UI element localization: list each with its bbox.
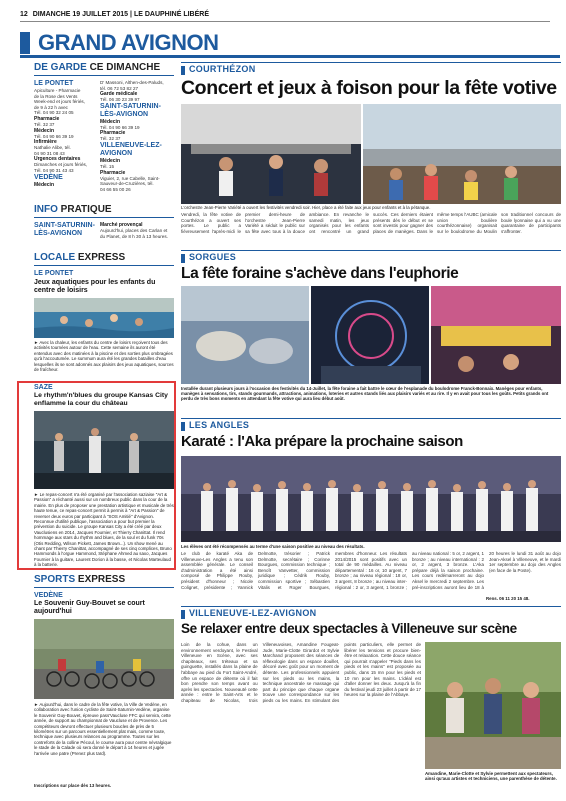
locale-article-2-place: SAZE	[34, 384, 53, 391]
de-garde-col2-line: D' Massoni, Althen-des-Paluds,	[100, 80, 164, 85]
de-garde-col2-line: Tél. 06 30 23 39 97	[100, 97, 140, 103]
pool-photo	[34, 298, 174, 338]
villeneuve-kicker-row	[181, 606, 561, 620]
de-garde-col1-heading: Médecin	[34, 181, 55, 188]
sorgues-kicker: SORGUES	[189, 252, 237, 262]
info-title-a: INFO	[34, 204, 58, 215]
info-item-line-2: du Planet, de 8 h 30 à 13 heures.	[100, 233, 168, 239]
de-garde-col2-line: tél. 06 72 53 82 27	[100, 85, 139, 91]
de-garde-col2-line: 04 66 55 00 26	[100, 186, 131, 192]
de-garde-col1-heading: Urgences dentaires	[34, 156, 81, 163]
sorgues-photo-image	[181, 286, 561, 384]
locale-article-1-headline: Jeux aquatiques pour les enfants du centre de loisirs	[34, 279, 156, 295]
info-place: SAINT-SATURNIN-LÈS-AVIGNON	[34, 222, 95, 237]
banner-title: GRAND AVIGNON	[38, 30, 219, 55]
de-garde-col2-line: Tél. 15	[100, 163, 115, 169]
de-garde-col1-line: Nathalie Alibe, tél.	[34, 145, 71, 151]
courthezon-photo-image	[181, 104, 561, 204]
pool-photo-image	[34, 298, 174, 338]
relax-photo	[425, 642, 561, 769]
villeneuve-caption: Amandine, Marie-Clotte et Sylvie permettent aux spectateurs, ainsi qu'aux artistes et techniciens, une parenthèse de détente.	[425, 771, 557, 782]
section-banner	[20, 28, 560, 58]
newspaper-name: LE DAUPHINÉ LIBÉRÉ	[133, 11, 209, 18]
de-garde-col1-line: Tél. 04 90 32 24 05	[34, 110, 74, 116]
courthezon-photos	[181, 104, 561, 204]
locale-article-2-headline: Le rhythm'n'blues du groupe Kansas City enflamme la cour du château	[34, 392, 168, 407]
courthezon-headline: Concert et jeux à foison pour la fête votive	[181, 77, 557, 99]
karate-photo	[181, 456, 561, 542]
de-garde-col1-line: 04 90 31 08 43	[34, 150, 65, 156]
de-garde-col1-line: Tél. 04 90 31 43 43	[34, 167, 74, 173]
villeneuve-body: Loin de la cohue, dans un environnement verdoyant, le Festival Villeneuve en Scène, avec ses chapiteaux, ses tréteaux et sa guinguette, installés dans la plaine de l'abbaye au pied du Fort Saint-André, offre un espace de détente où il fait bon prendre son temps avant ou après les spectacles. Nouveauté cette année : entre le Saint-Arts et le chapiteau de Nicolas, trois Villeneuvoises, Amandine Fougeat-Jude, Marie-Clotte Girardot et Sylvie Marchand proposent des séances de réflexologie dans un espace douillet, décoré avec goût pour un moment de détente. Les professionnels appuient sur les pieds ou les mains, la technique ancestrale se massage qui part du principe que chaque organe trouve une correspondance sur les pieds ou les mains. En stimulant des points particuliers, elle permet de libérer les tensions et procure bien-être et relaxation. Cette douce séance qui pourrait s'appeler "Pieds dans les pieds et les mains" est proposée au public, dans 15 mn pour les pieds et 10 mn pour les mains. L'idéal est d'aller donner les deux. Jusqu'à la fin du festival jeudi 23 juillet à partir de 17 heures sur la plaine de l'Abbaye.	[181, 642, 421, 703]
les-angles-body: Le club de karaté Aka de Villeneuve-Les Angles a tenu son assemblée générale. Le conseil d'administration a été ainsi composé de Philippe Rouby, président d'honneur ; Nicole Colignet, présidente ; Yannick Delmotte, trésorier ; Patrick Delmotte, secrétaire ; Corinne Bourgues, commission technique ; Benoît Vanvetter, commission juridique ; Cédrik Rouby, commission sportive ; Sébastien Vitalis et Roger Bourgues, membres d'honneur. Les résultats 2014/2015 sont positifs avec un total de 90 médailles. Au niveau départemental : 16 or, 10 argent, 7 bronze ; au niveau régional : 18 or, 3 argent, 8 bronze ; au niveau inter-régional : 2 or, 3 argent, 1 bronze ; au niveau national : 5 or, 2 argent, 1 bronze ; au niveau international : 2 or, 2 argent, 3 bronze. L'Aka prépare déjà la saison prochaine. Les cours redémarreront au dojo Aksel le mercredi 2 septembre. Les pré-inscriptions auront lieu de 18 à 20 heures le lundi 31 août au dojo Jean-Aksel à Villeneuve, et le mardi 1er septembre au dojo des Angles (en face de la Poste).	[181, 551, 561, 590]
les-angles-caption: Les élèves ont été récompensés au terme d'une saison positive au niveau des résultats.	[181, 544, 365, 549]
concert-photo-image	[34, 411, 174, 489]
page-number: 12	[20, 11, 28, 18]
info-pratique-heading	[34, 204, 174, 218]
de-garde-col1-line: Dimanches et jours fériés,	[34, 162, 88, 168]
sorgues-kicker-row	[181, 250, 561, 264]
de-garde-col-2	[100, 80, 174, 192]
courthezon-kicker: COURTHÉZON	[189, 64, 256, 74]
de-garde-col1-line: Week-end et jours fériés,	[34, 99, 85, 105]
sorgues-caption: Installée durant plusieurs jours à l'occasion des festivités du 14-Juillet, la fête foraine a fait battre le cœur de l'esplanade du boulodrome Franck-Bonnaix. Manèges pour enfants, manèges à sensations, tirs, stands gourmands, attractions, animations, loteries et autres stands liés aux plaisirs variés et au rire. Il y en avait pour tous les goûts. Petits grands ont perdu de très bons moments en attendant la fête votive qui aura lieu début août.	[181, 386, 549, 402]
info-item-heading: Marché provençal	[100, 222, 143, 228]
sports-express-heading	[34, 574, 174, 588]
courthezon-kicker-row	[181, 62, 561, 76]
villeneuve-headline: Se relaxer entre deux spectacles à Villeneuve sur scène	[181, 621, 517, 636]
de-garde-col1-line: Apiculture - Pharmacie	[34, 88, 81, 93]
sports-title-b: EXPRESS	[77, 574, 126, 585]
les-angles-kicker: LES ANGLES	[189, 420, 250, 430]
les-angles-headline: Karaté : l'Aka prépare la prochaine saison	[181, 433, 463, 450]
concert-photo	[34, 411, 174, 489]
de-garde-col1-line: Tél. 32 37	[34, 121, 55, 127]
locale-article-2-caption: ► Le repas-concert n'a été organisé par l'association saziaise "Art & Passion" a réchanté aussi sur un nombreux public dans la cour de la mairie. En plus de proposer une prestation artistique et musicale de très haute tenue, ce repas-concert permit à permis à "Art & Passion" de reverser deux euros par participant à "SOS Amitié" d'Avignon. Reconnue d'utilité publique, l'association a pour but premier la prévention du suicide. Le groupe Kansas City a été créé par deux Vauclusiens en 2014, Jacques Fournier, et Thierry Chanittat. Il rend hommage aux stars du rhythm and blues, de la soul et du funk 70s (Otis Redding, Wilson Pickett, James Brown...). Un show mené au chant par Thierry Chanittat, accompagné de ses cinq complices, Bruno Hammonds à l'orgue Hammond, Stéphane Ahmed au saxo, Jacques Fournier à la guitare, Laurent Dorion à la basse, et Nicolas Marteulaud à la batterie.	[34, 492, 174, 568]
locale-title-a: LOCALE	[34, 252, 76, 263]
de-garde-col1-line: de la Rose des Vents	[34, 93, 78, 99]
sports-caption: ► Aujourd'hui, dans le cadre de la fête votive, la Ville de Vedène, en collaboration avec l'union cycliste de Saint-Saturnin-Vedène, organise le Souvenir Guy-Bouvet, épreuve pass'Vaucluse FFC qui servira, cette année, de support au championnat de Vaucluse et de Provence. Les compétiteurs devront effectuer plusieurs boucles de près de 5 kilomètres sur un parcours essentiellement plat mais, comme toute, technique avec plusieurs relances au programme. Toutes sur les contreforts de la colline Pécoul, le course aura pour centre névralgique le stade de la Calade où sera donné le départ à 14 heures et jugée l'arrivée une patre (Prenez plus tard).	[34, 702, 172, 756]
de-garde-col1-heading: Médecin	[34, 127, 55, 134]
page-header	[20, 8, 550, 22]
courthezon-body: Vendredi, la fête votive de Courthézon a ouvert ses portes. Le public a fiévreusement l'après-midi le premier demi-heure de l'orchestre Jean-Pierre Variété a séduit le public sur sa fête avec tous à la douce ambiance. En revanche le samedi matin, les jeux organisés pour les enfants ont rencontré un grand succès. Ces derniers étaient présents dès le début et se sont investis pour gagner des places de manèges. Dans le même temps l'AUBC (amicale union boulière courthézonnaise) organisait sur le boulodrome du Moulin son traditionnel concours de boule lyonnaise qui a vu une quarantaine de participants s'affronter.	[181, 212, 561, 234]
sports-title-a: SPORTS	[34, 574, 76, 585]
info-item	[100, 222, 174, 239]
sorgues-headline: La fête foraine s'achève dans l'euphorie	[181, 265, 459, 282]
locale-express-heading	[34, 252, 174, 266]
cyclists-photo-image	[34, 619, 174, 699]
de-garde-col2-line: Tél. 04 90 66 39 19	[100, 124, 140, 130]
les-angles-contact: Rens. 06 11 20 15 48.	[486, 596, 530, 601]
villeneuve-kicker: VILLENEUVE-LEZ-AVIGNON	[189, 608, 317, 618]
locale-article-1-place: LE PONTET	[34, 270, 74, 277]
de-garde-col-1	[34, 80, 98, 188]
cyclists-photo	[34, 619, 174, 699]
de-garde-col2-line: Sauveur-de-Cruzières, tél.	[100, 181, 154, 187]
sports-place: VEDÈNE	[34, 592, 63, 599]
de-garde-title-a: DE GARDE	[34, 62, 87, 73]
de-garde-col2-heading: Pharmacie	[100, 130, 126, 137]
de-garde-col2-heading: Pharmacie	[100, 169, 126, 176]
de-garde-col1-line: Tél. 04 90 66 39 19	[34, 133, 74, 139]
de-garde-col2-heading: VILLENEUVE-LEZ-AVIGNON	[100, 141, 162, 157]
de-garde-col2-line: Viguier, 2, rue Cabelle, Saint-	[100, 175, 160, 181]
de-garde-title-b: CE DIMANCHE	[89, 62, 161, 73]
info-title-b: PRATIQUE	[60, 204, 112, 215]
de-garde-col2-line: Tél. 32 37	[100, 136, 121, 142]
de-garde-col2-heading: SAINT-SATURNIN-LÈS-AVIGNON	[100, 102, 161, 118]
de-garde-col1-heading: Pharmacie	[34, 115, 60, 122]
les-angles-kicker-bar	[181, 422, 185, 431]
courthezon-caption: L'orchestre Jean-Pierre Variété a ouvert les festivités vendredi soir. Hier, place a été faite aux jeux pour enfants et à la pétanque.	[181, 205, 431, 210]
sports-headline: Le Souvenir Guy-Bouvet se court aujourd'hui	[34, 600, 145, 616]
de-garde-col1-heading: Infirmière	[34, 139, 57, 146]
de-garde-col1-line: de 9 à 22 h avec	[34, 104, 68, 110]
page-date: DIMANCHE 19 JUILLET 2015	[32, 11, 129, 18]
karate-photo-image	[181, 456, 561, 542]
relax-photo-image	[425, 642, 561, 769]
sorgues-photos	[181, 286, 561, 384]
de-garde-col2-heading: Garde médicale	[100, 91, 138, 98]
locale-article-1-caption: ► Avec la chaleur, les enfants du centre de loisirs reçoivent tous des activités tournées autour de l'eau. Cette semaine ils auront été entendus avec des matinées à la piscine et des sorties plus ombragées qu'à l'accoutumée. Le summum aura été les grandes batailles d'eau lesquelles ils se sont adonnés aux plaisirs des jeux aquatiques, sources de fraîcheur.	[34, 340, 174, 373]
de-garde-col1-heading: VEDÈNE	[34, 173, 63, 181]
sports-inscriptions: Inscriptions sur place dès 13 heures.	[34, 783, 112, 788]
de-garde-col2-heading: Médecin	[100, 157, 121, 164]
sorgues-kicker-bar	[181, 254, 185, 263]
les-angles-kicker-row	[181, 418, 561, 432]
banner-square-icon	[20, 32, 30, 54]
info-item-line-1: Aujourd'hui, places des Carlan et	[100, 228, 168, 233]
courthezon-kicker-bar	[181, 66, 185, 75]
villeneuve-kicker-bar	[181, 610, 185, 619]
de-garde-col1-heading: LE PONTET	[34, 80, 74, 87]
header-separator: |	[130, 11, 132, 18]
de-garde-col2-heading: Médecin	[100, 118, 121, 125]
de-garde-heading	[34, 62, 174, 76]
locale-title-b: EXPRESS	[77, 252, 126, 263]
